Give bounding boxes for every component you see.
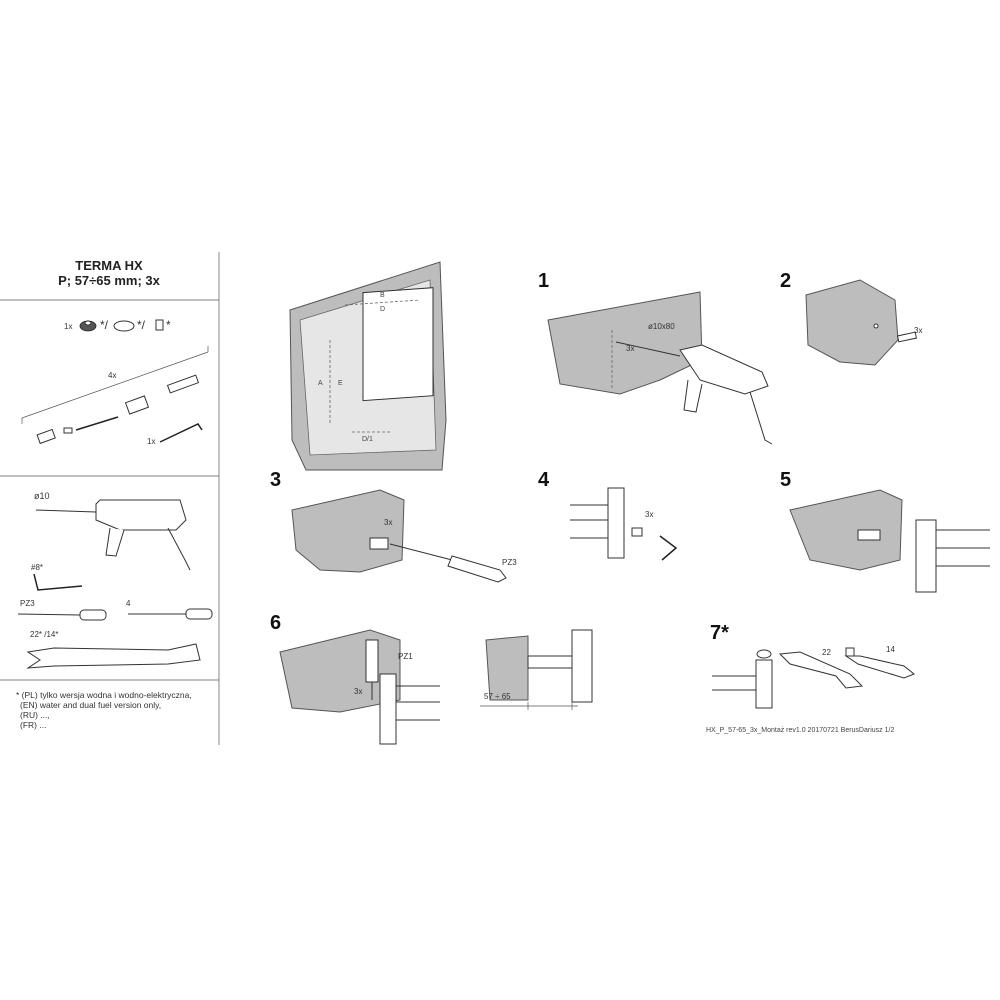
step-2-qty-label: 3x	[914, 326, 923, 335]
step-number-5: 5	[780, 469, 792, 491]
step-number-1: 1	[538, 270, 550, 292]
dimension-a: A	[318, 380, 323, 387]
footnote-en: (EN) water and dual fuel version only,	[20, 700, 162, 710]
pz-screwdriver-label: PZ3	[20, 599, 35, 608]
step-number-4: 4	[538, 469, 550, 491]
caps-star: *	[166, 318, 171, 332]
wrench-tool	[28, 644, 200, 668]
step-6-qty-label: 3x	[354, 687, 363, 696]
step-1-qty-label: 3x	[626, 344, 635, 353]
step-number-6: 6	[270, 612, 282, 634]
step-number-7: 7*	[710, 622, 729, 644]
hex-key-tool	[34, 574, 82, 590]
step-number-2: 2	[780, 270, 792, 292]
step-7-illustration	[712, 648, 914, 708]
step-7-wrench-22-label: 22	[822, 648, 831, 657]
step-4-qty-label: 3x	[645, 510, 654, 519]
cap-parts	[80, 320, 163, 331]
step-7-wrench-14-label: 14	[886, 645, 895, 654]
caps-separator-2: */	[137, 318, 146, 332]
drill-bit-label: ø10	[34, 491, 50, 501]
step-1-illustration	[548, 292, 772, 444]
step-6-tool-label: PZ1	[398, 652, 413, 661]
step-5-illustration	[790, 490, 990, 592]
footnote-ru: (RU) ...,	[20, 710, 50, 720]
dimension-e: E	[338, 380, 343, 387]
hex-key-qty: 1x	[147, 437, 156, 446]
footnote-pl: * (PL) tylko wersja wodna i wodno-elektryczna,	[16, 690, 192, 700]
hardware-kit	[22, 346, 208, 443]
dimension-b: B	[380, 292, 385, 299]
flat-screwdriver-label: 4	[126, 599, 131, 608]
hex-key-label: #8*	[31, 563, 44, 572]
footnote-fr: (FR) ...	[20, 720, 47, 730]
step-3-qty-label: 3x	[384, 518, 393, 527]
step-6-range-label: 57 ÷ 65	[484, 692, 511, 701]
wrench-label: 22* /14*	[30, 630, 59, 639]
step-4-illustration	[570, 488, 676, 560]
caps-separator-1: */	[100, 318, 109, 332]
drill-tool	[36, 500, 190, 570]
step-3-illustration	[292, 490, 506, 582]
hardware-qty: 4x	[108, 371, 117, 380]
step-number-3: 3	[270, 469, 282, 491]
dimension-bottom: D/1	[362, 436, 373, 443]
product-title: TERMA HX	[75, 258, 143, 273]
dimension-d: D	[380, 306, 386, 313]
screwdriver-tools	[18, 609, 212, 620]
caps-qty: 1x	[64, 322, 73, 331]
step-3-tool-label: PZ3	[502, 558, 517, 567]
document-reference: HX_P_57-65_3x_Montaż rev1.0 20170721 BerusDariusz 1/2	[706, 727, 895, 734]
left-panel-frame	[0, 252, 219, 745]
step-2-illustration	[806, 280, 916, 365]
step-1-bit-label: ø10x80	[648, 322, 675, 331]
product-spec: P; 57÷65 mm; 3x	[58, 273, 160, 288]
